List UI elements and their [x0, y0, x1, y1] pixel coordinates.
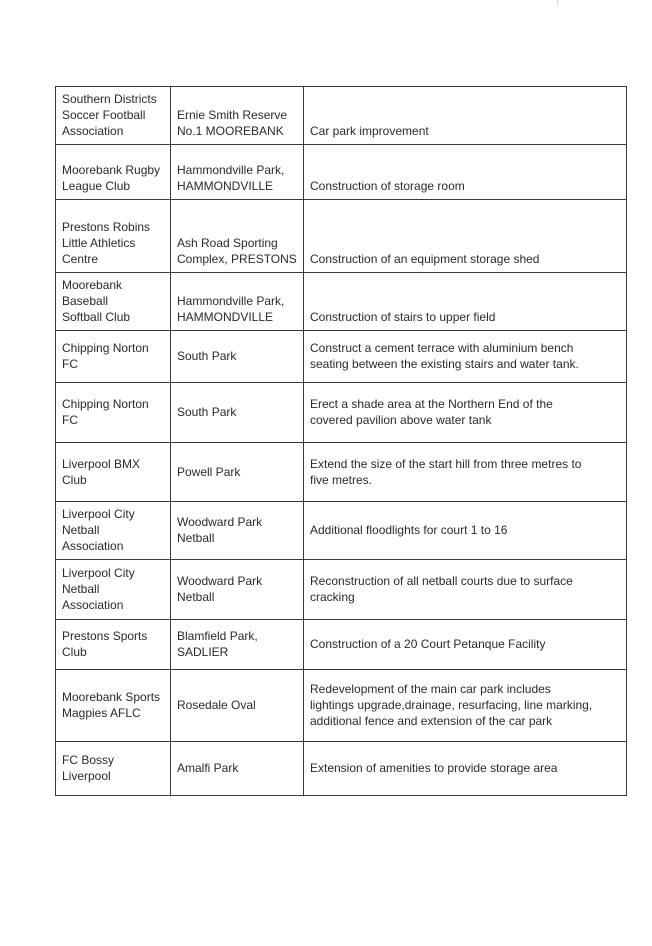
club-cell: Liverpool BMX Club	[56, 443, 171, 502]
description-cell: Reconstruction of all netball courts due to surface cracking	[304, 560, 627, 620]
venue-cell: Hammondville Park, HAMMONDVILLE	[171, 145, 304, 200]
table-row	[56, 145, 627, 200]
table-row	[56, 383, 627, 443]
description-cell: Redevelopment of the main car park includes lightings upgrade,drainage, resurfacing, line marking, additional fence and extension of the car park	[304, 670, 627, 742]
club-cell: Liverpool City Netball Association	[56, 502, 171, 560]
table-row	[56, 87, 627, 145]
club-cell: Moorebank Sports Magpies AFLC	[56, 670, 171, 742]
venue-cell: South Park	[171, 383, 304, 443]
scan-mark	[557, 0, 558, 6]
table-row	[56, 560, 627, 620]
club-cell: Prestons Sports Club	[56, 620, 171, 670]
description-cell: Construction of storage room	[304, 145, 627, 200]
description-cell: Extend the size of the start hill from three metres to five metres.	[304, 443, 627, 502]
club-cell: FC Bossy Liverpool	[56, 742, 171, 796]
description-cell: Construct a cement terrace with aluminium bench seating between the existing stairs and water tank.	[304, 331, 627, 383]
club-cell: Chipping Norton FC	[56, 383, 171, 443]
table-row	[56, 200, 627, 273]
venue-cell: Woodward Park Netball	[171, 502, 304, 560]
venue-cell: Woodward Park Netball	[171, 560, 304, 620]
venue-cell: Hammondville Park, HAMMONDVILLE	[171, 273, 304, 331]
venue-cell: Amalfi Park	[171, 742, 304, 796]
description-cell: Car park improvement	[304, 87, 627, 145]
table-row	[56, 331, 627, 383]
club-cell: Chipping Norton FC	[56, 331, 171, 383]
description-cell: Construction of an equipment storage shed	[304, 200, 627, 273]
venue-cell: Blamfield Park, SADLIER	[171, 620, 304, 670]
venue-cell: Ash Road Sporting Complex, PRESTONS	[171, 200, 304, 273]
club-cell: Prestons Robins Little Athletics Centre	[56, 200, 171, 273]
club-cell: Liverpool City Netball Association	[56, 560, 171, 620]
club-cell: Moorebank Rugby League Club	[56, 145, 171, 200]
description-cell: Extension of amenities to provide storage area	[304, 742, 627, 796]
description-cell: Construction of a 20 Court Petanque Facility	[304, 620, 627, 670]
club-cell: Moorebank Baseball Softball Club	[56, 273, 171, 331]
venue-cell: Ernie Smith Reserve No.1 MOOREBANK	[171, 87, 304, 145]
table-row	[56, 670, 627, 742]
table-row	[56, 273, 627, 331]
venue-cell: Rosedale Oval	[171, 670, 304, 742]
table-row	[56, 502, 627, 560]
description-cell: Construction of stairs to upper field	[304, 273, 627, 331]
venue-cell: South Park	[171, 331, 304, 383]
table-row	[56, 742, 627, 796]
description-cell: Erect a shade area at the Northern End of the covered pavilion above water tank	[304, 383, 627, 443]
grant-table	[55, 86, 627, 796]
table-row	[56, 620, 627, 670]
table-row	[56, 443, 627, 502]
club-cell: Southern Districts Soccer Football Association	[56, 87, 171, 145]
venue-cell: Powell Park	[171, 443, 304, 502]
description-cell: Additional floodlights for court 1 to 16	[304, 502, 627, 560]
